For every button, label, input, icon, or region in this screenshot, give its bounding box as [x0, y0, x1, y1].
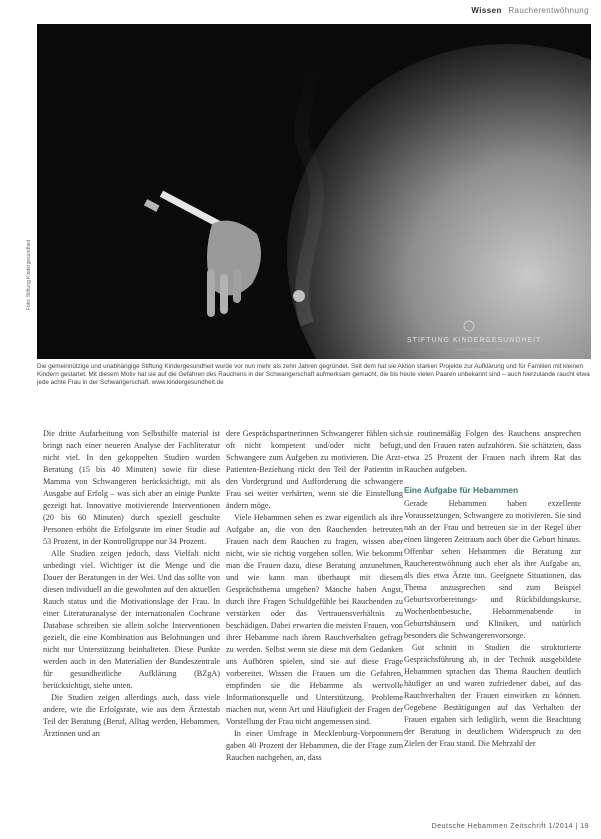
paragraph: Viele Hebammen sehen es zwar eigentlich als ihre Aufgabe an, die von den Rauchenden betreuten Frauen nach dem Rauchen zu fragen, wissen aber nicht, wie sie richtig vorgehen sollen. Wie bekommt man die Frauen dazu, diese Beratung anzunehmen, und wie kann man überhaupt mit diesem Gesprächsthema umgehen? Manche haben Angst, durch ihre Fragen Schuldgefühle bei Rauchenden zu verstärken oder das Vertrauensverhältnis zu beschädigen. Dabei erwarten die meisten Frauen, von ihrer Hebamme nach ihrem Rauchverhalten gefragt zu werden. Selbst wenn sie diese mit dem Gedanken ans Aufhören spielen, sind sie auf diese Frage vorbereitet. Wissen die Frauen um die Gefahren, empfinden sie die Hebamme als wertvolle Informationsquelle und Unterstützung. Probleme machen nur, wenn Art und Häufigkeit der Fragen der Vorstellung der Frau nicht angemessen sind.	[226, 513, 403, 726]
running-header	[471, 6, 589, 20]
body-column-3	[404, 428, 581, 750]
paragraph: In einer Umfrage in Mecklenburg-Vorpommern gaben 40 Prozent der Hebammen, die der Frage zum Rauchen nachgehen, an, dass	[226, 729, 403, 762]
page-footer: Deutsche Hebammen Zeitschrift 1/2014 | 19	[431, 823, 589, 830]
paragraph: Die Studien zeigen allerdings auch, dass viele andere, wie die Erfolgsrate, wie aus dem Ärztestab Teil der Beratung (Beruf, Alltag werden, Hebammen, Ärztinnen und an	[43, 693, 220, 738]
logo-text: STIFTUNG KINDERGESUNDHEIT	[407, 337, 542, 344]
paragraph: dere Gesprächspartnerinnen Schwangerer fühlen sich oft nicht kompetent und/oder nicht befugt, Schwangere zum Aufgeben zu motivieren. Die Arzt-Patienten-Beziehung rückt den Teil der Patientin in den Vordergrund und Aufforderung die schwangere Frau sei weiter verhärten, wenn sie die Einstellung ändern möge.	[226, 429, 403, 510]
paragraph: sie routinemäßig Folgen des Rauchens ansprechen und den Frauen raten aufzuhören. Sie schätzten, dass etwa 25 Prozent der Frauen nach ihrem Rat das Rauchen aufgeben.	[404, 429, 581, 474]
photo-credit: Foto: Stiftung Kindergesundheit	[26, 239, 32, 310]
body-column-1	[43, 428, 220, 740]
paragraph: Gut schnitt in Studien die strukturierte Gesprächsführung ab, in der Technik ausgebildete Hebammen sprachen das Thema Rauchen deutlich häufiger an und waren zufriedener dabei, auf das Rauchverhalten der Frauen einwirken zu können. Gegebene Bestätigungen auf das Verhalten der Frauen ergaben sich lediglich, wenn die Beachtung der Beratung in deutlichem Widerspruch zu den Zielen der Frau stand. Die Mehrzahl der	[404, 643, 581, 748]
photo-campaign-image	[37, 24, 591, 359]
campaign-photo	[37, 24, 591, 359]
paragraph: Die dritte Aufarbeitung von Selbsthilfe material ist bringt nach einer neueren Analyse der Fachliteratur nicht viel. In den gekoppelten Studien wurden Beratung (15 bis 40 Minuten) sowie für diese Mamma von Schwangeren berücksichtigt, mit als Ausgabe auf Erfolg – was sich aber an einige Punkte gezeigt hat. Innovative motivierende Interventionen (20 bis 60 Minuten) durch speziell geschulte Personen erhöht die Erfolgsrate im einer Studie auf 53 Prozent, in der Kontrollgruppe nur 34 Prozent.	[43, 429, 220, 546]
paragraph: Gerade Hebammen haben exzellente Voraussetzungen, Schwangere zu motivieren. Sie sind nah an der Frau und betreuen sie in der Regel über einen längeren Zeitraum auch über die Geburt hinaus. Offenbar sehen Hebammen die Beratung zur Raucherentwöhnung auch eher als ihre Aufgabe an, als dies etwa Ärzte tun. Geeignete Situationen, das Thema anzusprechen sind zum Beispiel Geburtsvorbereitungs- und Rückbildungskurse, Wochenbettbesuche, Hebammenabende in Geburtshäusern und Kliniken, und natürlich besonders die Schwangerenvorsorge.	[404, 499, 581, 640]
body-column-2	[226, 428, 403, 764]
section-subheading: Eine Aufgabe für Hebammen	[404, 485, 519, 495]
header-section: Wissen	[471, 6, 502, 15]
logo-url: www.kindergesundheit.de	[457, 347, 514, 353]
paragraph: Alle Studien zeigen jedoch, dass Vielfalt nicht unbedingt viel. Wichtiger ist die Menge und die Dauer der Beratungen in der Wei. Und das sollte von diesen individuell an die gewohnten auf den aktuellen Rauch status und die Motivationslage der Frau. In einer Literaturanalyse der internationalen Cochrane Database schreiben sie allein solche Interventionen gezielt, die eine Kombination aus Belohnungen und nicht nur Unterstützung beinhalteten. Diese Punkte werden auch in den Materialien der Bundeszentrale für gesundheitliche Aufklärung (BZgA) berücksichtigt, siehe unten.	[43, 549, 220, 690]
header-subsection: Raucherentwöhnung	[508, 6, 589, 15]
photo-caption: Die gemeinnützige und unabhängige Stiftung Kindergesundheit wurde vor nun mehr als zehn Jahren gegründet. Seit dem hat sie Aktion starken Projekte zur Aufklärung und für Familien mit kleinen Kindern gestartet. Mit diesem Motiv hat sie auf die Gefahren des Rauchens in der Schwangerschaft aufmerksam gemacht, die bis heute vielen Paaren unbekannt sind – auch hierzulande raucht etwa jede achte Frau in der Schwangerschaft. www.kindergesundheit.de	[37, 363, 590, 387]
